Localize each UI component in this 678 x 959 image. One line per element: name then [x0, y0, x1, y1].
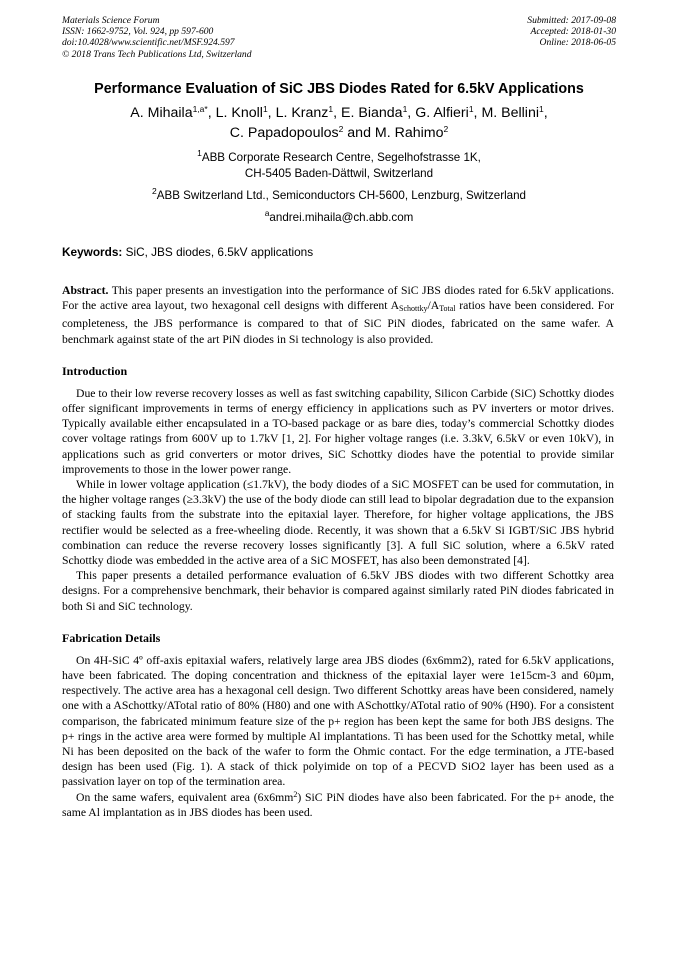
fabrication-paragraph	[62, 790, 614, 820]
author-name: G. Alfieri	[415, 105, 469, 121]
affiliation-sup: 2	[152, 186, 157, 196]
keywords	[62, 245, 313, 259]
abstract-label: Abstract.	[62, 284, 109, 297]
section-heading-introduction: Introduction	[62, 363, 128, 378]
author-sup: 1	[328, 104, 334, 114]
dates-info	[527, 15, 616, 49]
author-name: L. Kranz	[275, 105, 329, 121]
section-heading-fabrication: Fabrication Details	[62, 630, 161, 645]
keywords-text: SiC, JBS diodes, 6.5kV applications	[125, 245, 314, 259]
author-sup: 2	[338, 123, 344, 134]
date-submitted: Submitted: 2017-09-08	[527, 15, 616, 26]
author-name: E. Bianda	[341, 105, 403, 121]
author-name: C. Papadopoulos	[229, 124, 339, 141]
journal-issn: ISSN: 1662-9752, Vol. 924, pp 597-600	[62, 26, 214, 38]
date-online: Online: 2018-06-05	[539, 37, 616, 49]
author-sup: 1	[539, 104, 544, 114]
journal-doi: doi:10.4028/www.scientific.net/MSF.924.597	[62, 37, 235, 49]
author-name: A. Mihaila	[130, 105, 193, 121]
email-address: andrei.mihaila@ch.abb.com	[269, 211, 414, 224]
author-sup: 1	[402, 104, 408, 114]
journal-info	[62, 15, 252, 60]
corresponding-email	[40, 210, 638, 226]
author-sup: 2	[443, 123, 449, 134]
paper-title: Performance Evaluation of SiC JBS Diodes Rated for 6.5kV Applications	[94, 81, 584, 97]
fabrication-text: On the same wafers, equivalent area (6x6mm	[76, 790, 294, 804]
author-name: L. Knoll	[215, 105, 263, 121]
fabrication-paragraph: On 4H-SiC 4º off-axis epitaxial wafers, relatively large area JBS diodes (6x6mm2), rated for 6.5kV applications, have been fabricated. The doping concentration and thickness of the epitaxial layer were 1e15cm-3 and 60µm, respectively. The active area has a hexagonal cell design. Two different Schottky areas have been considered, namely one with a ASchottky/ATotal ratio of 80% (H80) and one with ASchottky/ATotal ratio of 90% (H90). For a consistent comparison, the fabricated minimum feature size of the p+ region has been kept the same for both JBS designs. The p+ rings in the active area were formed by multiple Al implantations. Ti has been used for the Schottky metal, while Ni has been deposited on the back of the wafer to form the Ohmic contact. For the edge termination, a JTE-based design has been used (Fig. 1). A stack of thick polyimide on top of a PECVD SiO2 layer has been used as a passivation layer on top of the termination area.	[62, 653, 614, 789]
author-name: M. Rahimo	[374, 124, 444, 141]
affiliation-1	[40, 150, 638, 181]
author-list: A. Mihaila$^{1,a*}$, L. Knoll$^1$, L. Kranz$^1$, E. Bianda$^1$, G. Alfieri$^1$, M. Bellini$^1$, C. Papadopoulos$^2$ and M. Rahimo$^2$	[130, 104, 548, 141]
paper-body	[62, 283, 614, 820]
author-sup: 1	[468, 104, 474, 114]
affiliation-sup: 1	[197, 148, 202, 158]
author-name: M. Bellini	[481, 105, 539, 121]
introduction-paragraph: While in lower voltage application (≤1.7kV), the body diodes of a SiC MOSFET can be used for commutation, in the higher voltage ranges (≥3.3kV) the use of the body diode can still lead to bipolar degradation due to the expansion of stacking faults from the substrate into the epitaxial layer. Therefore, for higher voltage applications, the JBS rectifier would be selected as a free-wheeling diode. Recently, it was shown that a 6.5kV Si IGBT/SiC JBS hybrid combination can reduce the reverse recovery losses significantly [3]. A full SiC solution, where a 6.5kV rated Schottky diode was embedded in the active area of a SiC MOSFET, has also been demonstrated [4].	[62, 478, 615, 568]
journal-name: Materials Science Forum	[62, 15, 160, 26]
affiliation-line: ABB Switzerland Ltd., Semiconductors CH-5600, Lenzburg, Switzerland	[156, 189, 526, 202]
email-sup: a	[264, 208, 270, 218]
superscript: 2	[293, 789, 298, 799]
introduction-paragraph: Due to their low reverse recovery losses as well as fast switching capability, Silicon Carbide (SiC) Schottky diodes offer significant improvements in terms of energy efficiency in applications such as PV inverters or motor drives. Typically available either encapsulated in a TO-based package or as bare dies, today’s commercial Schottky diodes cover voltage ratings from 600V up to 1.7kV [1, 2]. For higher voltage ranges (i.e. 3.3kV, 6.5kV or even 10kV), in applications such as grid converters or motor drives, SiC Schottky diodes have the potential to provide similar improvements to those in the lower power range.	[62, 386, 614, 476]
abstract-text: ratios have been considered. For completeness, the JBS performance is compared to that of SiC PiN diodes, fabricated on the same wafer. A benchmark against state of the art PiN diodes in Si technology is also provided.	[62, 299, 615, 346]
author-sup: 1,a*	[192, 104, 208, 114]
date-accepted: Accepted: 2018-01-30	[530, 26, 616, 38]
affiliation-line: CH-5405 Baden-Dättwil, Switzerland	[244, 166, 434, 180]
subscript: Schottky	[399, 304, 428, 314]
introduction-paragraph: This paper presents a detailed performance evaluation of 6.5kV JBS diodes with two different Schottky area designs. For a comprehensive benchmark, their behavior is compared against similarly rated PiN diodes fabricated in both Si and SiC technology.	[62, 569, 614, 613]
subscript: Total	[439, 304, 456, 314]
affiliation-line: ABB Corporate Research Centre, Segelhofstrasse 1K,	[201, 151, 481, 164]
affiliation-2	[40, 188, 638, 204]
abstract-text: This paper presents an investigation into the performance of SiC JBS diodes rated for 6.5kV applications. For the active area layout, two hexagonal cell designs with different A	[62, 284, 614, 313]
keywords-label: Keywords:	[62, 245, 123, 259]
abstract-text: /A	[427, 299, 440, 313]
author-sup: 1	[262, 104, 268, 114]
fabrication-text: ) SiC PiN diodes have also been fabricated. For the p+ anode, the same Al implantation as in JBS diodes has been used.	[62, 790, 614, 819]
journal-copyright: © 2018 Trans Tech Publications Ltd, Switzerland	[62, 48, 252, 60]
abstract	[62, 283, 614, 347]
